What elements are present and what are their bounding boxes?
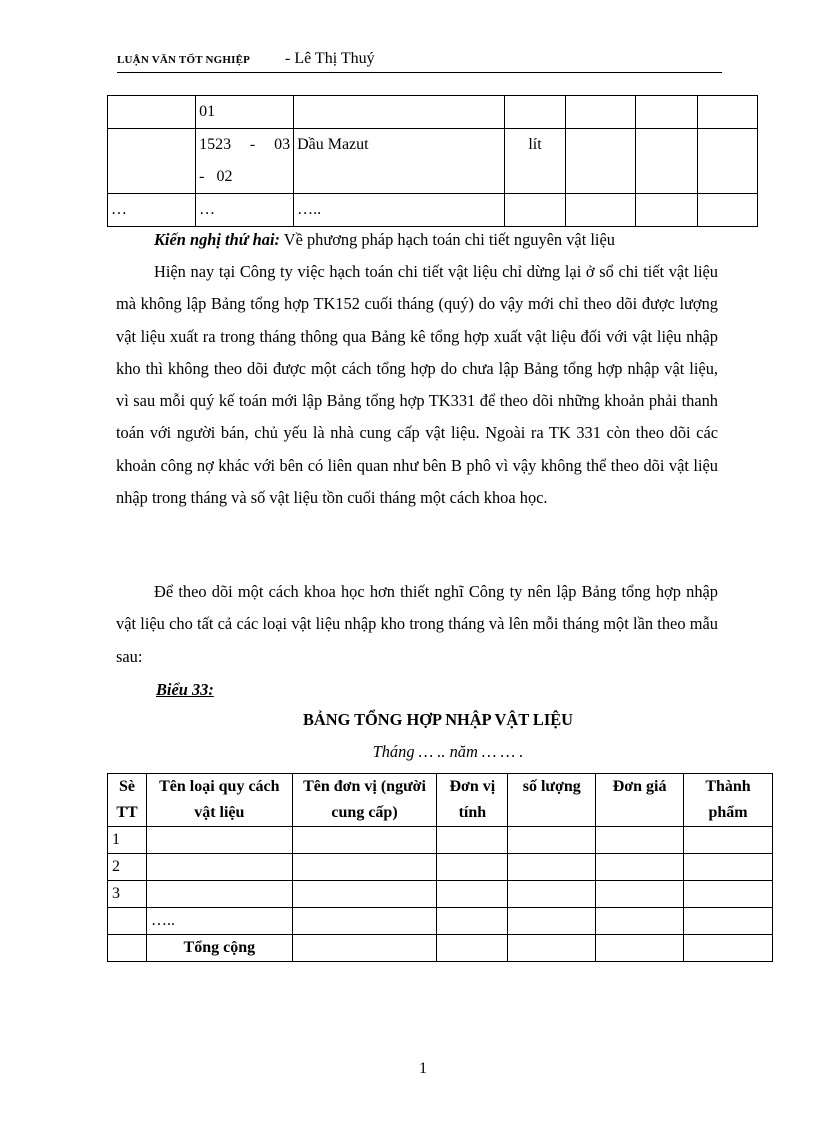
table-cell: ….. [294, 194, 505, 227]
table-cell [292, 935, 437, 962]
column-header: Đơn giá [596, 774, 684, 827]
table-cell [684, 854, 773, 881]
row-number: 2 [108, 854, 147, 881]
header-author: - Lê Thị Thuý [285, 50, 375, 67]
page-number: 1 [419, 1060, 427, 1077]
table-cell [294, 96, 505, 129]
material-code-table [107, 95, 758, 227]
table-cell [566, 129, 635, 194]
total-row [108, 935, 773, 962]
table-cell [292, 881, 437, 908]
recommendation-label: Kiến nghị thứ hai: [154, 230, 280, 249]
table-cell [108, 129, 196, 194]
table-cell [108, 935, 147, 962]
table-cell [698, 96, 758, 129]
page-header [117, 50, 722, 73]
table-cell [292, 854, 437, 881]
table-cell [146, 827, 292, 854]
column-header: Thành phẩm [684, 774, 773, 827]
table-row [108, 96, 758, 129]
table-cell: ….. [146, 908, 292, 935]
material-code-cell: 1523 - 03 - 02 [196, 129, 294, 194]
header-thesis-label: LUẬN VĂN TỐT NGHIỆP [117, 54, 251, 66]
table-cell [508, 881, 596, 908]
table-cell [635, 96, 697, 129]
table-cell [566, 96, 635, 129]
row-number: 3 [108, 881, 147, 908]
table-cell [635, 129, 697, 194]
table-row [108, 908, 773, 935]
row-number: 1 [108, 827, 147, 854]
material-name-cell: Dầu Mazut [294, 129, 505, 194]
table-row [108, 129, 758, 194]
table-cell [437, 908, 508, 935]
table-cell [684, 908, 773, 935]
table-cell [635, 194, 697, 227]
paragraph-1: Hiện nay tại Công ty việc hạch toán chi tiết vật liệu chỉ dừng lại ở sổ chi tiết vật liệu mà không lập Bảng tổng hợp TK152 cuối tháng (quý) do vậy mới chỉ theo dõi được lượng vật liệu xuất ra trong tháng thông qua Bảng kê tổng hợp xuất vật liệu đối với vật liệu nhập kho thì không theo dõi được một cách tổng hợp do chưa lập Bảng tổng hợp nhập vật liệu, vì sau mỗi quý kế toán mới lập Bảng tổng hợp TK331 để theo dõi những khoản phải thanh toán với người bán, chủ yếu là nhà cung cấp vật liệu. Ngoài ra TK 331 còn theo dõi các khoản công nợ khác với bên có liên quan như bên B phô vì vậy không thể theo dõi vật liệu nhập trong tháng và số vật liệu tồn cuối tháng một cách khoa học. [116, 262, 718, 508]
table-cell [566, 194, 635, 227]
recommendation-title: Về phương pháp hạch toán chi tiết nguyên vật liệu [279, 230, 615, 249]
paragraph-2: Để theo dõi một cách khoa học hơn thiết nghĩ Công ty nên lập Bảng tổng hợp nhập vật liệu cho tất cả các loại vật liệu nhập kho trong tháng và lên mỗi tháng một lần theo mẫu sau: [116, 582, 718, 666]
table-cell [504, 194, 565, 227]
table-cell [596, 908, 684, 935]
column-header: Sè TT [108, 774, 147, 827]
form-subtitle: Tháng … .. năm … … . [372, 742, 524, 761]
table-cell [508, 827, 596, 854]
table-cell [146, 881, 292, 908]
table-cell [508, 854, 596, 881]
table-cell [698, 129, 758, 194]
section-heading [116, 224, 718, 256]
table-cell [596, 827, 684, 854]
form-title: BẢNG TỔNG HỢP NHẬP VẬT LIỆU [302, 710, 574, 729]
table-cell [437, 854, 508, 881]
table-cell [596, 854, 684, 881]
table-cell [504, 96, 565, 129]
table-row [108, 827, 773, 854]
table-cell [684, 881, 773, 908]
table-cell [508, 908, 596, 935]
table-cell [437, 935, 508, 962]
table-cell [684, 935, 773, 962]
column-header: số lượng [508, 774, 596, 827]
table-cell [292, 827, 437, 854]
material-receipt-summary-table [107, 773, 773, 962]
table-row [108, 854, 773, 881]
table-cell [596, 935, 684, 962]
column-header: Đơn vị tính [437, 774, 508, 827]
form-label: Biểu 33: [156, 680, 214, 699]
table-row [108, 194, 758, 227]
total-label: Tổng cộng [146, 935, 292, 962]
table-header-row [108, 774, 773, 827]
table-cell [698, 194, 758, 227]
table-cell [508, 935, 596, 962]
table-cell [146, 854, 292, 881]
column-header: Tên đơn vị (người cung cấp) [292, 774, 437, 827]
table-cell: … [108, 194, 196, 227]
column-header: Tên loại quy cách vật liệu [146, 774, 292, 827]
table-cell: … [196, 194, 294, 227]
table-cell [108, 96, 196, 129]
row-number [108, 908, 147, 935]
table-cell [292, 908, 437, 935]
table-cell [437, 827, 508, 854]
table-row [108, 881, 773, 908]
table-cell [684, 827, 773, 854]
table-cell [437, 881, 508, 908]
unit-cell: lít [504, 129, 565, 194]
table-cell [596, 881, 684, 908]
table-cell: 01 [196, 96, 294, 129]
